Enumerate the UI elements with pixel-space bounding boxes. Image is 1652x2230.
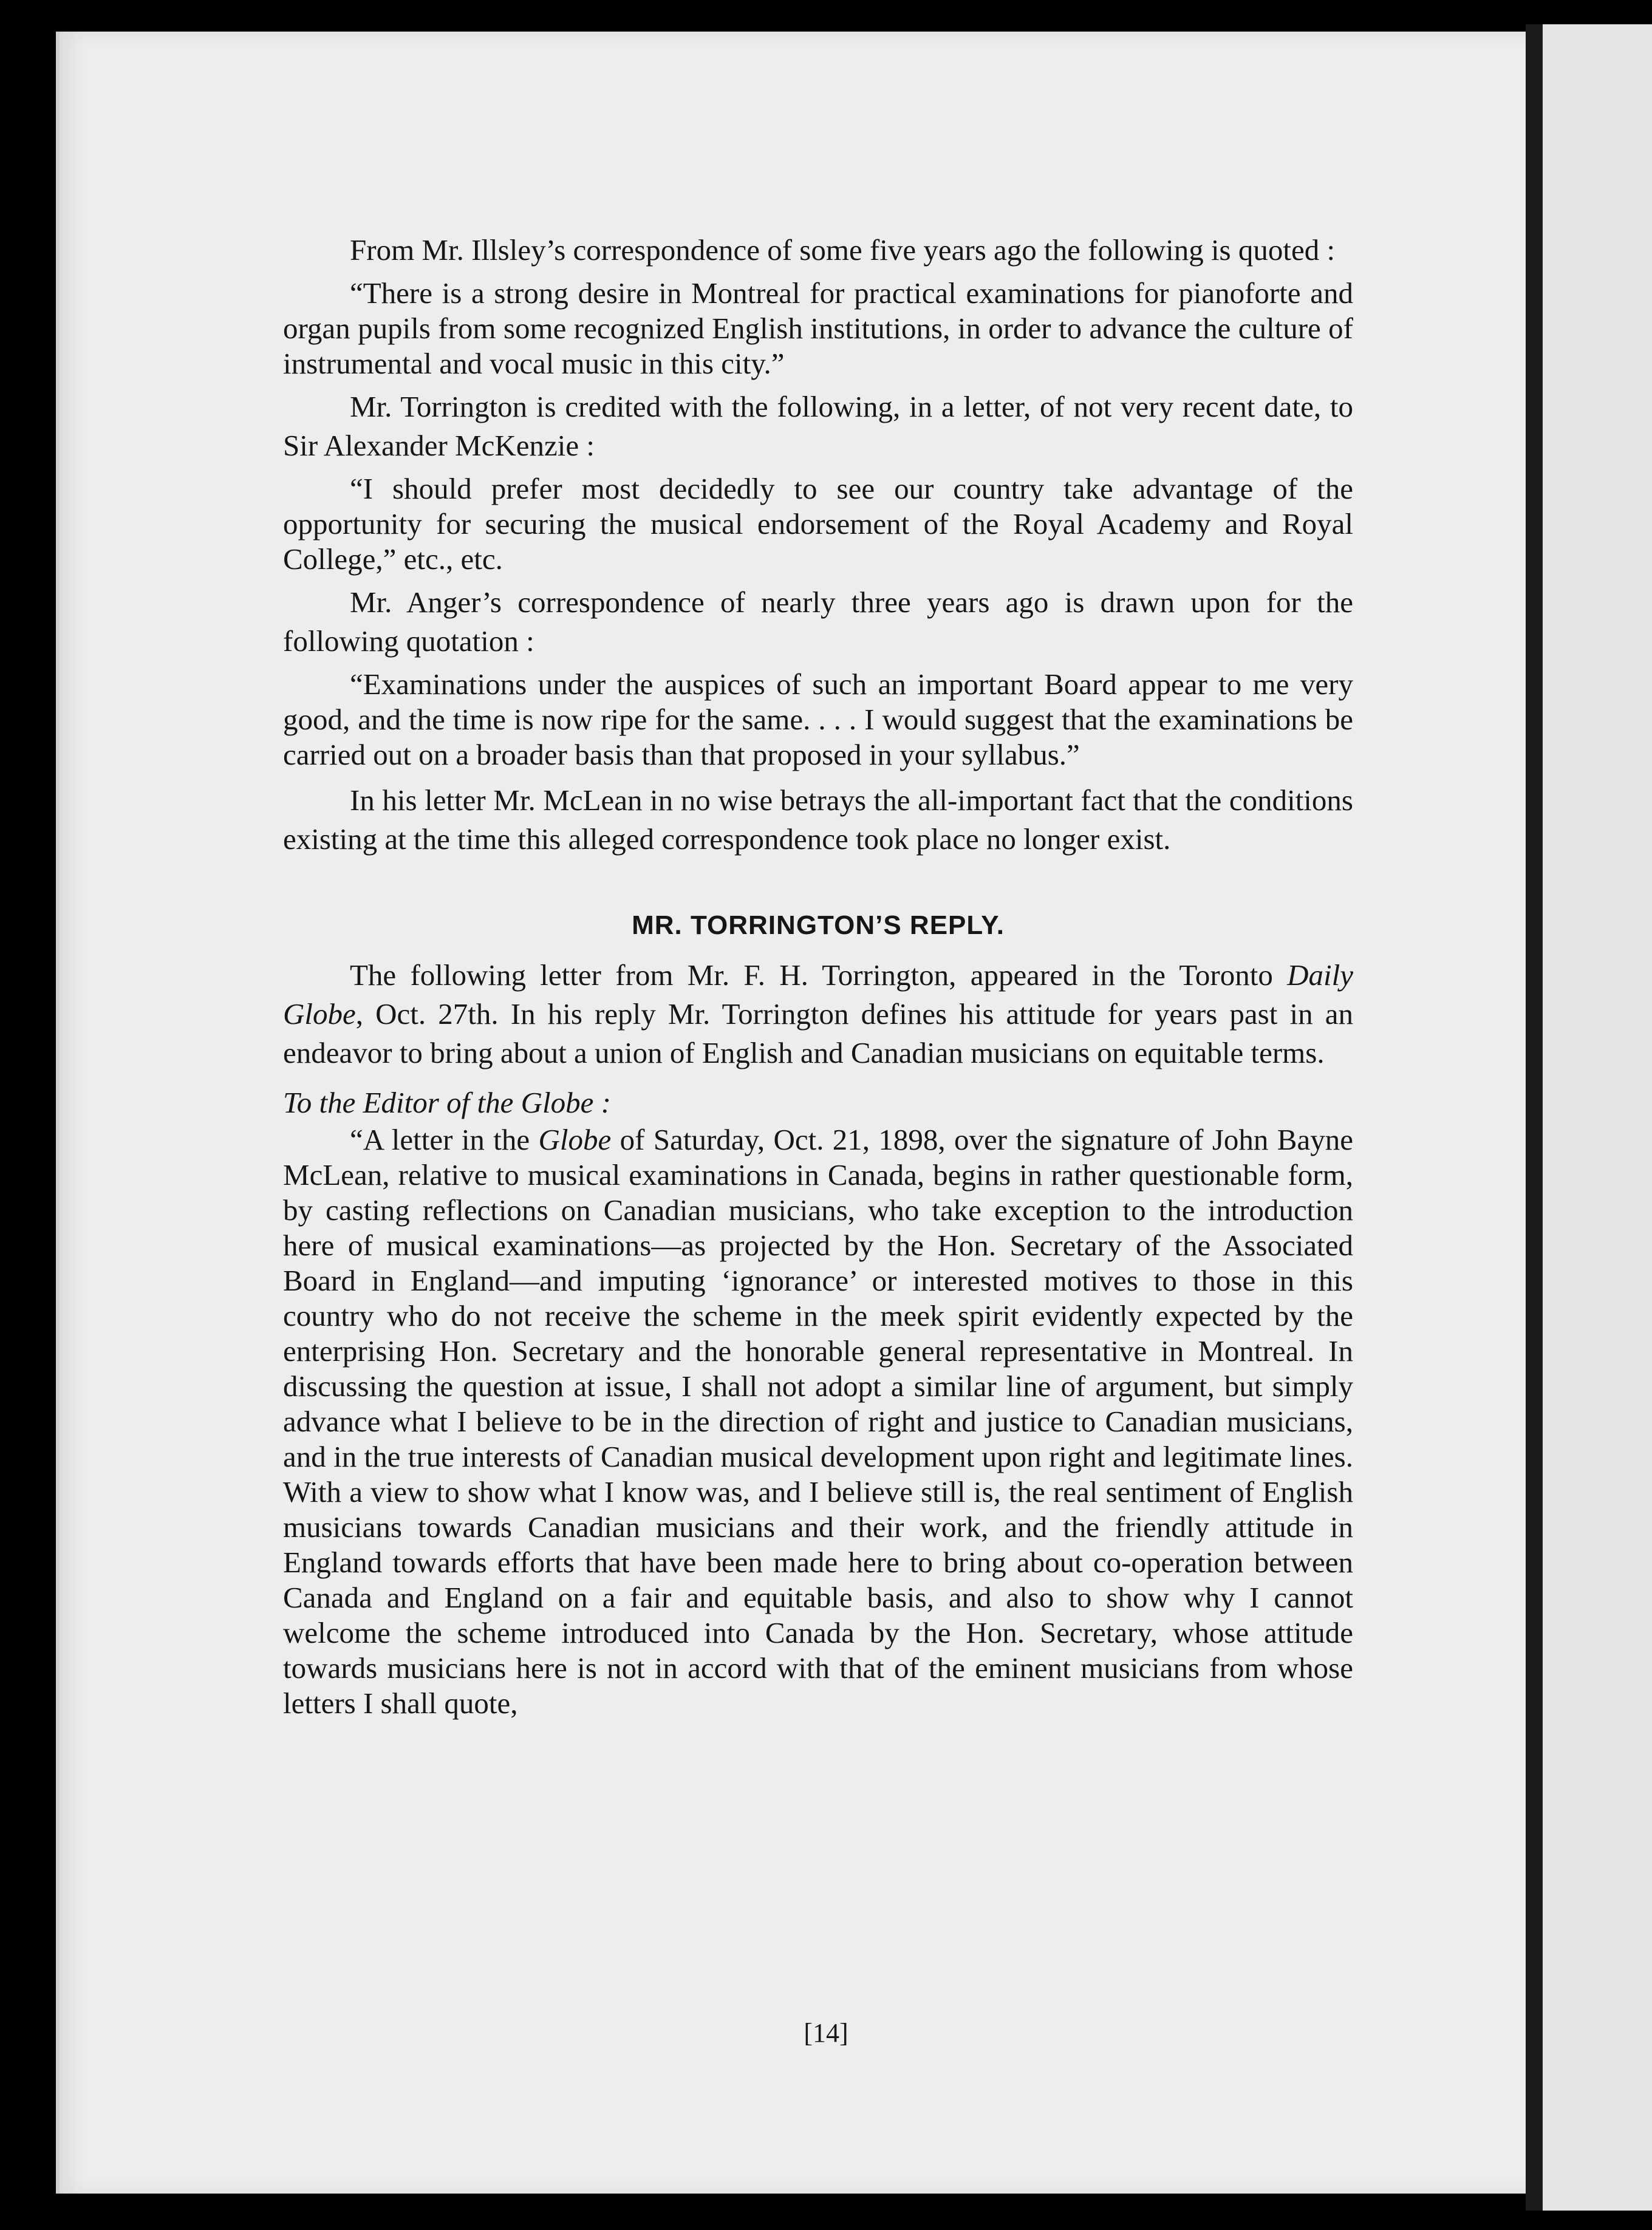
quote-illsley: “There is a strong desire in Montreal for practical examinations for pianoforte and organ pupils from some recognized English institutions, in order to advance the culture of instrumental and vocal music in this city.” [283, 276, 1353, 380]
paragraph-mclean: In his letter Mr. McLean in no wise betrays the all-important fact that the conditions existing at the time this alleged correspondence took place no longer exist. [283, 783, 1353, 856]
page-number: [14] [804, 2018, 848, 2048]
intro-text-end: , Oct. 27th. In his reply Mr. Torrington defines his attitude for years past in an endeavor to bring about a union of English and Canadian musicians on equitable terms. [283, 997, 1353, 1069]
paragraph-torrington-intro: Mr. Torrington is credited with the following, in a letter, of not very recent date, to Sir Alexander McKenzie : [283, 390, 1353, 462]
letter-salutation: To the Editor of the Globe : [283, 1086, 611, 1119]
letter-body [283, 1122, 1353, 1721]
paragraph-illsley-intro: From Mr. Illsley’s correspondence of some five years ago the following is quoted : [350, 233, 1336, 267]
letter-text-start: “A letter in the [350, 1123, 539, 1156]
adjacent-page-edge [1543, 24, 1652, 2211]
newspaper-name: Daily Globe [283, 958, 1353, 1031]
quote-anger: “Examinations under the auspices of such an important Board appear to me very good, and the time is now ripe for the same. . . . I would suggest that the examinations be carried out on a broader basis than that proposed in your syllabus.” [283, 667, 1353, 771]
paragraph-anger-intro: Mr. Anger’s correspondence of nearly three years ago is drawn upon for the following quotation : [283, 585, 1353, 658]
book-binding [1526, 24, 1543, 2211]
quote-torrington: “I should prefer most decidedly to see our country take advantage of the opportunity for securing the musical endorsement of the Royal Academy and Royal College,” etc., etc. [283, 472, 1353, 576]
page-text [283, 231, 1353, 1721]
letter-newspaper-name: Globe [538, 1123, 612, 1156]
paragraph-reply-intro [283, 956, 1353, 1072]
intro-text-start: The following letter from Mr. F. H. Torrington, appeared in the Toronto [350, 958, 1288, 992]
section-heading: MR. TORRINGTON’S REPLY. [632, 910, 1005, 940]
letter-text-end: of Saturday, Oct. 21, 1898, over the signature of John Bayne McLean, relative to musical examinations in Canada, begins in rather questionable form, by casting reflections on Canadian musicians, who take exception to the introduction here of musical examinations—as projected by the Hon. Secretary of the Associated Board in England—and imputing ‘ignorance’ or interested motives to those in this country who do not receive the scheme in the meek spirit evidently expected by the enterprising Hon. Secretary and the honorable general representative in Montreal. In discussing the question at issue, I shall not adopt a similar line of argument, but simply advance what I believe to be in the direction of right and justice to Canadian musicians, and in the true interests of Canadian musical development upon right and legitimate lines. With a view to show what I know was, and I believe still is, the real sentiment of English musicians towards Canadian musicians and their work, and the friendly attitude in England towards efforts that have been made here to bring about co-operation between Canada and England on a fair and equitable basis, and also to show why I cannot welcome the scheme introduced into Canada by the Hon. Secretary, whose attitude towards musicians here is not in accord with that of the eminent musicians from whose letters I shall quote, [283, 1123, 1353, 1720]
